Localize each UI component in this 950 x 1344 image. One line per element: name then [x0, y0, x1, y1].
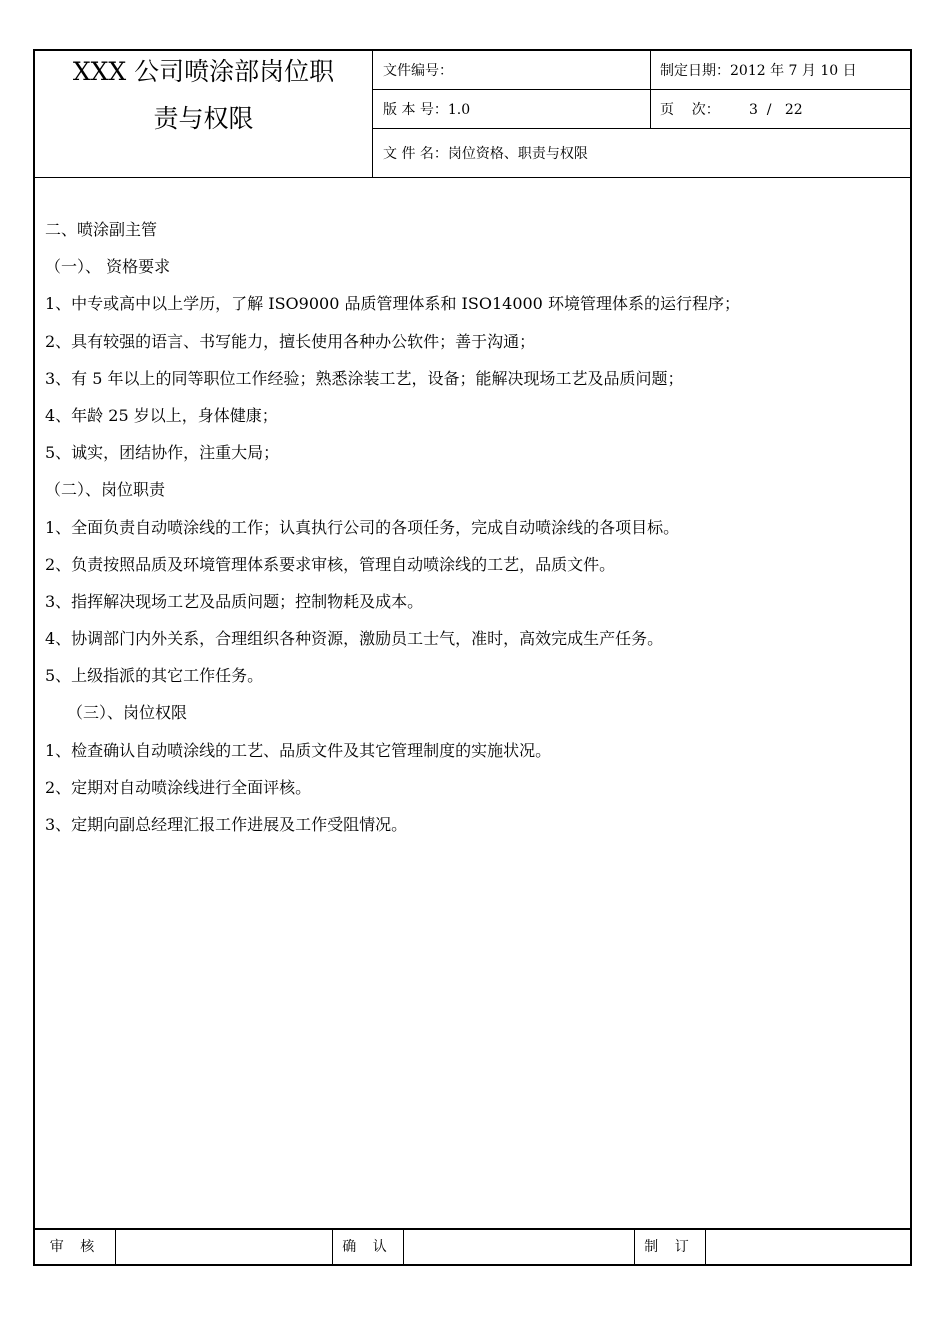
subsection-authority: （三）、岗位权限 — [67, 703, 188, 723]
confirm-signature-field[interactable] — [404, 1230, 634, 1264]
list-item: 2、定期对自动喷涂线进行全面评核。 — [45, 777, 312, 797]
list-item: 4、协调部门内外关系，合理组织各种资源，激励员工士气，准时，高效完成生产任务。 — [45, 629, 664, 649]
title-line-2: 责与权限 — [153, 104, 254, 133]
version-number: 版 本 号：1.0 — [383, 102, 471, 118]
subsection-qualifications: （一）、 资格要求 — [45, 257, 171, 277]
creation-date: 制定日期：2012 年 7 月 10 日 — [660, 63, 857, 79]
file-name: 文 件 名：岗位资格、职责与权限 — [383, 146, 588, 162]
signature-footer — [35, 1228, 910, 1264]
list-item: 5、上级指派的其它工作任务。 — [45, 666, 264, 686]
document-frame — [33, 49, 912, 1266]
subsection-duties: （二）、岗位职责 — [45, 480, 166, 500]
list-item: 3、指挥解决现场工艺及品质问题；控制物耗及成本。 — [45, 591, 424, 611]
header-divider-2 — [373, 128, 910, 129]
doc-number-label: 文件编号： — [383, 63, 453, 79]
page-number: 3 / 22 — [749, 102, 803, 118]
header-divider-1 — [373, 89, 910, 90]
list-item: 3、定期向副总经理汇报工作进展及工作受阻情况。 — [45, 815, 408, 834]
list-item: 1、中专或高中以上学历，了解 ISO9000 品质管理体系和 ISO14000 环境管理体系的运行程序； — [45, 294, 740, 314]
list-item: 1、检查确认自动喷涂线的工艺、品质文件及其它管理制度的实施状况。 — [45, 740, 552, 760]
list-item: 5、诚实，团结协作，注重大局； — [45, 443, 280, 463]
list-item: 2、具有较强的语言、书写能力，擅长使用各种办公软件；善于沟通； — [45, 331, 536, 351]
title-line-1: XXX 公司喷涂部岗位职 — [72, 57, 335, 86]
list-item: 3、有 5 年以上的同等职位工作经验；熟悉涂装工艺，设备；能解决现场工艺及品质问题； — [45, 368, 684, 388]
header-bottom-border — [35, 177, 910, 178]
document-title — [35, 51, 373, 177]
confirm-label: 确 认 — [342, 1239, 393, 1255]
document-body — [45, 211, 905, 843]
list-item: 1、全面负责自动喷涂线的工作；认真执行公司的各项任务，完成自动喷涂线的各项目标。 — [45, 517, 680, 537]
list-item: 2、负责按照品质及环境管理体系要求审核，管理自动喷涂线的工艺，品质文件。 — [45, 554, 616, 574]
page-label: 页 次： — [660, 102, 720, 118]
review-label: 审 核 — [49, 1239, 101, 1255]
prepare-signature-field[interactable] — [706, 1230, 912, 1264]
header-column-divider — [650, 51, 651, 128]
list-item: 4、年龄 25 岁以上，身体健康； — [45, 405, 278, 425]
review-signature-field[interactable] — [116, 1230, 332, 1264]
section-title: 二、喷涂副主管 — [45, 220, 158, 239]
prepare-label: 制 订 — [644, 1239, 695, 1255]
